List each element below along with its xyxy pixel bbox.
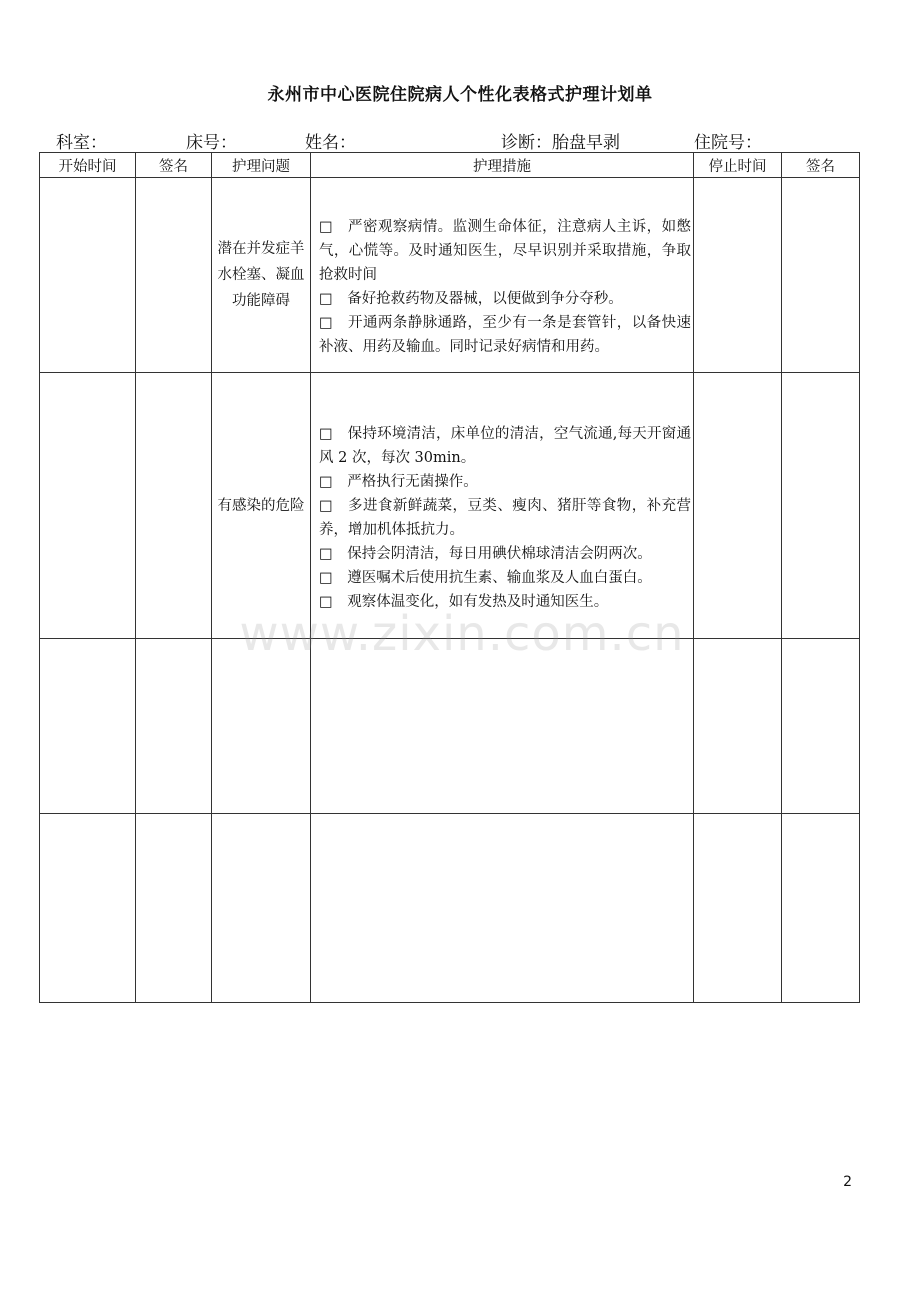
header-signature: 签名 — [136, 153, 212, 178]
start-time-cell — [40, 814, 136, 1003]
nursing-measures-cell — [311, 814, 694, 1003]
signature-2-cell — [782, 814, 860, 1003]
nursing-measures-cell — [311, 639, 694, 814]
measures-list — [311, 398, 693, 614]
table-row — [40, 814, 860, 1003]
measure-item: □ 严格执行无菌操作。 — [319, 473, 478, 490]
measure-item: □ 多进食新鲜蔬菜，豆类、瘦肉、猪肝等食物，补充营养，增加机体抵抗力。 — [319, 497, 691, 538]
stop-time-cell — [694, 814, 782, 1003]
nursing-plan-table — [39, 152, 860, 1003]
nursing-measures-cell — [311, 178, 694, 373]
page-title: 永州市中心医院住院病人个性化表格式护理计划单 — [267, 85, 653, 105]
table-row — [40, 639, 860, 814]
start-time-cell — [40, 639, 136, 814]
table-header-row — [40, 153, 860, 178]
measure-item: □ 保持环境清洁，床单位的清洁，空气流通,每天开窗通风 2 次，每次 30min。 — [319, 425, 691, 466]
start-time-cell — [40, 178, 136, 373]
department-label: 科室： — [56, 133, 107, 153]
measure-item: □ 保持会阴清洁，每日用碘伏棉球清洁会阴两次。 — [319, 545, 652, 562]
table-row — [40, 373, 860, 639]
signature-2-cell — [782, 178, 860, 373]
stop-time-cell — [694, 639, 782, 814]
nursing-problem-cell: 潜在并发症羊水栓塞、凝血功能障碍 — [212, 178, 311, 373]
signature-2-cell — [782, 639, 860, 814]
nursing-problem-cell: 有感染的危险 — [212, 373, 311, 639]
header-nursing-problem: 护理问题 — [212, 153, 311, 178]
diagnosis-label: 诊断：胎盘早剥 — [501, 133, 620, 153]
stop-time-cell — [694, 373, 782, 639]
measure-item: □ 严密观察病情。监测生命体征，注意病人主诉，如憋气，心慌等。及时通知医生，尽早识别并采取措施，争取抢救时间 — [319, 219, 691, 283]
measure-item: □ 观察体温变化，如有发热及时通知医生。 — [319, 593, 609, 610]
measure-item: □ 开通两条静脉通路，至少有一条是套管针，以备快速补液、用药及输血。同时记录好病情和用药。 — [319, 315, 691, 355]
signature-cell — [136, 178, 212, 373]
measures-list — [311, 191, 693, 359]
measure-item: □ 备好抢救药物及器械，以便做到争分夺秒。 — [319, 291, 623, 307]
measure-item: □ 遵医嘱术后使用抗生素、输血浆及人血白蛋白。 — [319, 569, 652, 586]
nursing-problem-cell — [212, 814, 311, 1003]
header-nursing-measures: 护理措施 — [311, 153, 694, 178]
patient-info-line — [0, 128, 920, 152]
admission-number-label: 住院号： — [694, 133, 762, 153]
signature-2-cell — [782, 373, 860, 639]
page-number: 2 — [843, 1174, 852, 1190]
table-row — [40, 178, 860, 373]
nursing-measures-cell — [311, 373, 694, 639]
start-time-cell — [40, 373, 136, 639]
header-stop-time: 停止时间 — [694, 153, 782, 178]
bed-label: 床号： — [186, 133, 237, 153]
nursing-problem-cell — [212, 639, 311, 814]
watermark: www.zixin.com.cn — [239, 606, 685, 662]
signature-cell — [136, 814, 212, 1003]
signature-cell — [136, 639, 212, 814]
stop-time-cell — [694, 178, 782, 373]
signature-cell — [136, 373, 212, 639]
header-start-time: 开始时间 — [40, 153, 136, 178]
header-signature-2: 签名 — [782, 153, 860, 178]
patient-name-label: 姓名： — [305, 133, 356, 153]
